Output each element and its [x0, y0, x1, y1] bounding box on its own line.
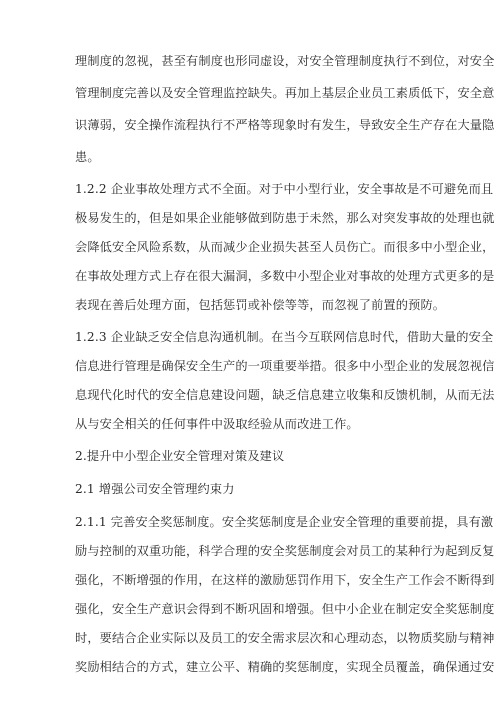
- paragraph-line: 表现在善后处理方面，包括惩罚或补偿等等，而忽视了前置的预防。: [75, 298, 446, 312]
- paragraph-line: 从与安全相关的任何事件中汲取经验从而改进工作。: [75, 417, 359, 431]
- paragraph-line: 管理制度完善以及安全管理监控缺失。再加上基层企业员工素质低下，安全意: [75, 86, 495, 100]
- paragraph-line: 患。: [75, 150, 100, 164]
- section-heading-2: 2.提升中小型企业安全管理对策及建议: [75, 449, 285, 463]
- section-heading-1-2-3: 1.2.3 企业缺乏安全信息沟通机制。在当今互联网信息时代，借助大量的安全: [75, 330, 494, 344]
- paragraph-line: 在事故处理方式上存在很大漏洞，多数中小型企业对事故的处理方式更多的是: [75, 269, 495, 283]
- paragraph-line: 识薄弱，安全操作流程执行不严格等现象时有发生，导致安全生产存在大量隐: [75, 118, 495, 132]
- paragraph-line: 强化，安全生产意识会得到不断巩固和增强。但中小企业在制定安全奖惩制度: [75, 602, 495, 616]
- paragraph-line: 时，要结合企业实际以及员工的安全需求层次和心理动态，以物质奖励与精神: [75, 631, 495, 645]
- paragraph-line: 奖励相结合的方式，建立公平、精确的奖惩制度，实现全员覆盖，确保通过安: [75, 660, 495, 674]
- paragraph-line: 会降低安全风险系数，从而减少企业损失甚至人员伤亡。而很多中小型企业，: [75, 240, 495, 254]
- paragraph-line: 励与控制的双重功能，科学合理的安全奖惩制度会对员工的某种行为起到反复: [75, 544, 495, 558]
- section-heading-1-2-2: 1.2.2 企业事故处理方式不全面。对于中小型行业，安全事故是不可避免而且: [75, 182, 494, 196]
- section-heading-2-1-1: 2.1.1 完善安全奖惩制度。安全奖惩制度是企业安全管理的重要前提，具有激: [75, 515, 494, 529]
- paragraph-line: 极易发生的，但是如果企业能够做到防患于未然，那么对突发事故的处理也就: [75, 211, 495, 225]
- section-heading-2-1: 2.1 增强公司安全管理约束力: [75, 482, 235, 496]
- paragraph-line: 息现代化时代的安全信息建设问题，缺乏信息建立收集和反馈机制，从而无法: [75, 388, 495, 402]
- paragraph-line: 理制度的忽视，甚至有制度也形同虚设，对安全管理制度执行不到位，对安全: [75, 54, 495, 68]
- paragraph-line: 强化，不断增强的作用，在这样的激励惩罚作用下，安全生产工作会不断得到: [75, 573, 495, 587]
- paragraph-line: 信息进行管理是确保安全生产的一项重要举措。很多中小型企业的发展忽视信: [75, 359, 495, 373]
